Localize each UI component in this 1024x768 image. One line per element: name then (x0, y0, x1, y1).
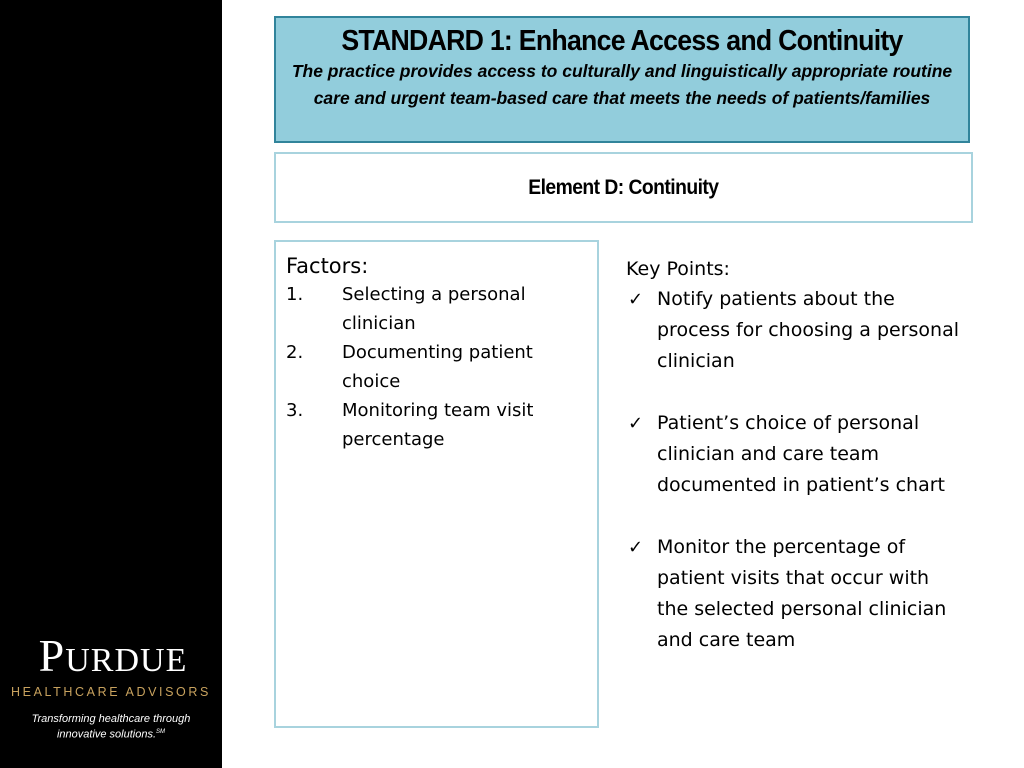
key-points (626, 254, 966, 687)
factor-text: Documenting patient choice (342, 342, 533, 392)
logo-tagline (0, 713, 222, 742)
sidebar (0, 0, 222, 768)
element-label: Element D: Continuity (528, 175, 719, 199)
checkmark-icon: ✓ (628, 289, 644, 310)
factor-item (286, 396, 587, 454)
checkmark-icon: ✓ (628, 537, 644, 558)
checkmark-icon: ✓ (628, 413, 644, 434)
standard-title-box (274, 16, 970, 143)
trademark-mark: SM (156, 729, 166, 735)
key-point-item (626, 532, 966, 656)
purdue-logo (0, 630, 222, 742)
key-point-item (626, 284, 966, 377)
logo-wordmark: PURDUE (38, 630, 188, 681)
logo-subtitle: HEALTHCARE ADVISORS (11, 685, 211, 699)
factor-text: Selecting a personal clinician (342, 284, 526, 334)
standard-description: The practice provides access to culturally and linguistically appropriate routine care and urgent team-based care that meets the needs of patients/families (291, 61, 953, 108)
standard-title: STANDARD 1: Enhance Access and Continuity (341, 25, 903, 57)
factor-item (286, 338, 587, 396)
key-point-text: Patient’s choice of personal clinician and care team documented in patient’s chart (657, 412, 945, 496)
element-box (274, 152, 973, 223)
factors-heading: Factors: (286, 254, 369, 278)
logo-tagline-line2: innovative solutions.℠ (56, 728, 166, 741)
key-point-text: Notify patients about the process for choosing a personal clinician (657, 288, 960, 372)
key-points-heading: Key Points: (626, 258, 730, 280)
factor-text: Monitoring team visit percentage (342, 400, 534, 450)
key-point-text: Monitor the percentage of patient visits that occur with the selected personal clinician and care team (657, 536, 947, 651)
factor-item (286, 280, 587, 338)
factor-number: 2. (286, 342, 304, 363)
factor-number: 1. (286, 284, 304, 305)
factor-number: 3. (286, 400, 304, 421)
logo-tagline-line1: Transforming healthcare through (31, 713, 191, 725)
key-point-item (626, 408, 966, 501)
factors-box (274, 240, 599, 728)
